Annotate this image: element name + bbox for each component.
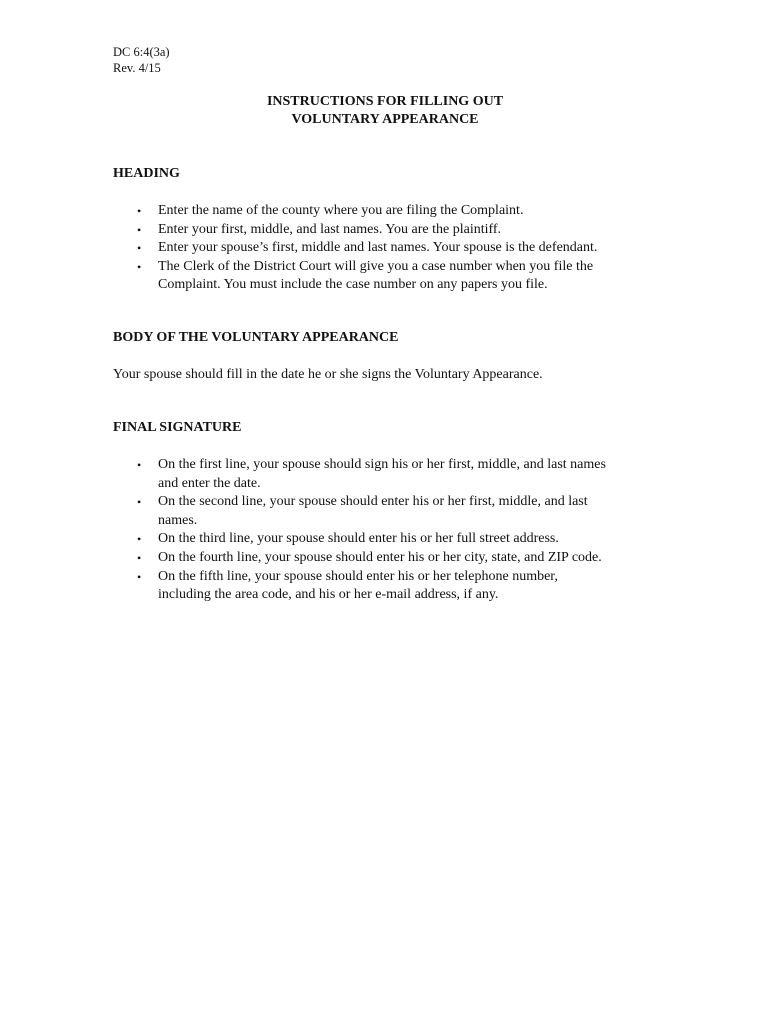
list-item-text: On the fourth line, your spouse should enter his or her city, state, and ZIP code.: [158, 549, 602, 565]
bullet-icon: •: [137, 204, 142, 218]
list-item: [113, 239, 673, 258]
document-title: [0, 93, 770, 128]
bullet-icon: •: [137, 222, 142, 237]
bullet-icon: •: [137, 241, 142, 256]
list-item: [113, 258, 673, 295]
list-item-text: Enter your spouse’s first, middle and last names. Your spouse is the defendant.: [158, 240, 598, 256]
list-item-text: On the second line, your spouse should enter his or her first, middle, and last names.: [158, 494, 588, 528]
revision-date: Rev. 4/15: [113, 61, 161, 75]
list-item: [113, 549, 673, 568]
bullet-icon: •: [137, 259, 142, 274]
list-item: [113, 221, 673, 240]
section-heading-final-signature: FINAL SIGNATURE: [113, 420, 242, 435]
bullet-icon: •: [137, 550, 142, 565]
list-item: [113, 493, 673, 530]
title-line-2: VOLUNTARY APPEARANCE: [291, 111, 479, 127]
list-item: [113, 202, 673, 221]
bullet-icon: •: [137, 458, 142, 472]
form-code: DC 6:4(3a): [113, 45, 170, 59]
bullet-icon: •: [137, 532, 142, 547]
list-item-text: Enter the name of the county where you are filing the Complaint.: [158, 203, 524, 218]
form-code-block: [113, 44, 170, 76]
bullet-icon: •: [137, 495, 142, 510]
list-item-text: The Clerk of the District Court will give you a case number when you file the Complaint. You must include the case number on any papers you file.: [158, 258, 594, 293]
body-paragraph: Your spouse should fill in the date he or she signs the Voluntary Appearance.: [113, 367, 543, 382]
list-item: [113, 568, 673, 605]
bullet-icon: •: [137, 569, 142, 584]
heading-bullet-list: [113, 202, 673, 295]
list-item: [113, 530, 673, 549]
list-item-text: On the third line, your spouse should enter his or her full street address.: [158, 531, 559, 547]
list-item: [113, 456, 673, 493]
section-heading-heading: HEADING: [113, 166, 180, 181]
list-item-text: On the first line, your spouse should sign his or her first, middle, and last names and enter the date.: [158, 457, 606, 491]
list-item-text: Enter your first, middle, and last names. You are the plaintiff.: [158, 221, 502, 237]
list-item-text: On the fifth line, your spouse should enter his or her telephone number, including the area code, and his or her e-mail address, if any.: [158, 568, 558, 603]
title-line-1: INSTRUCTIONS FOR FILLING OUT: [266, 94, 504, 109]
final-signature-bullet-list: [113, 456, 673, 605]
section-heading-body: BODY OF THE VOLUNTARY APPEARANCE: [113, 330, 399, 345]
